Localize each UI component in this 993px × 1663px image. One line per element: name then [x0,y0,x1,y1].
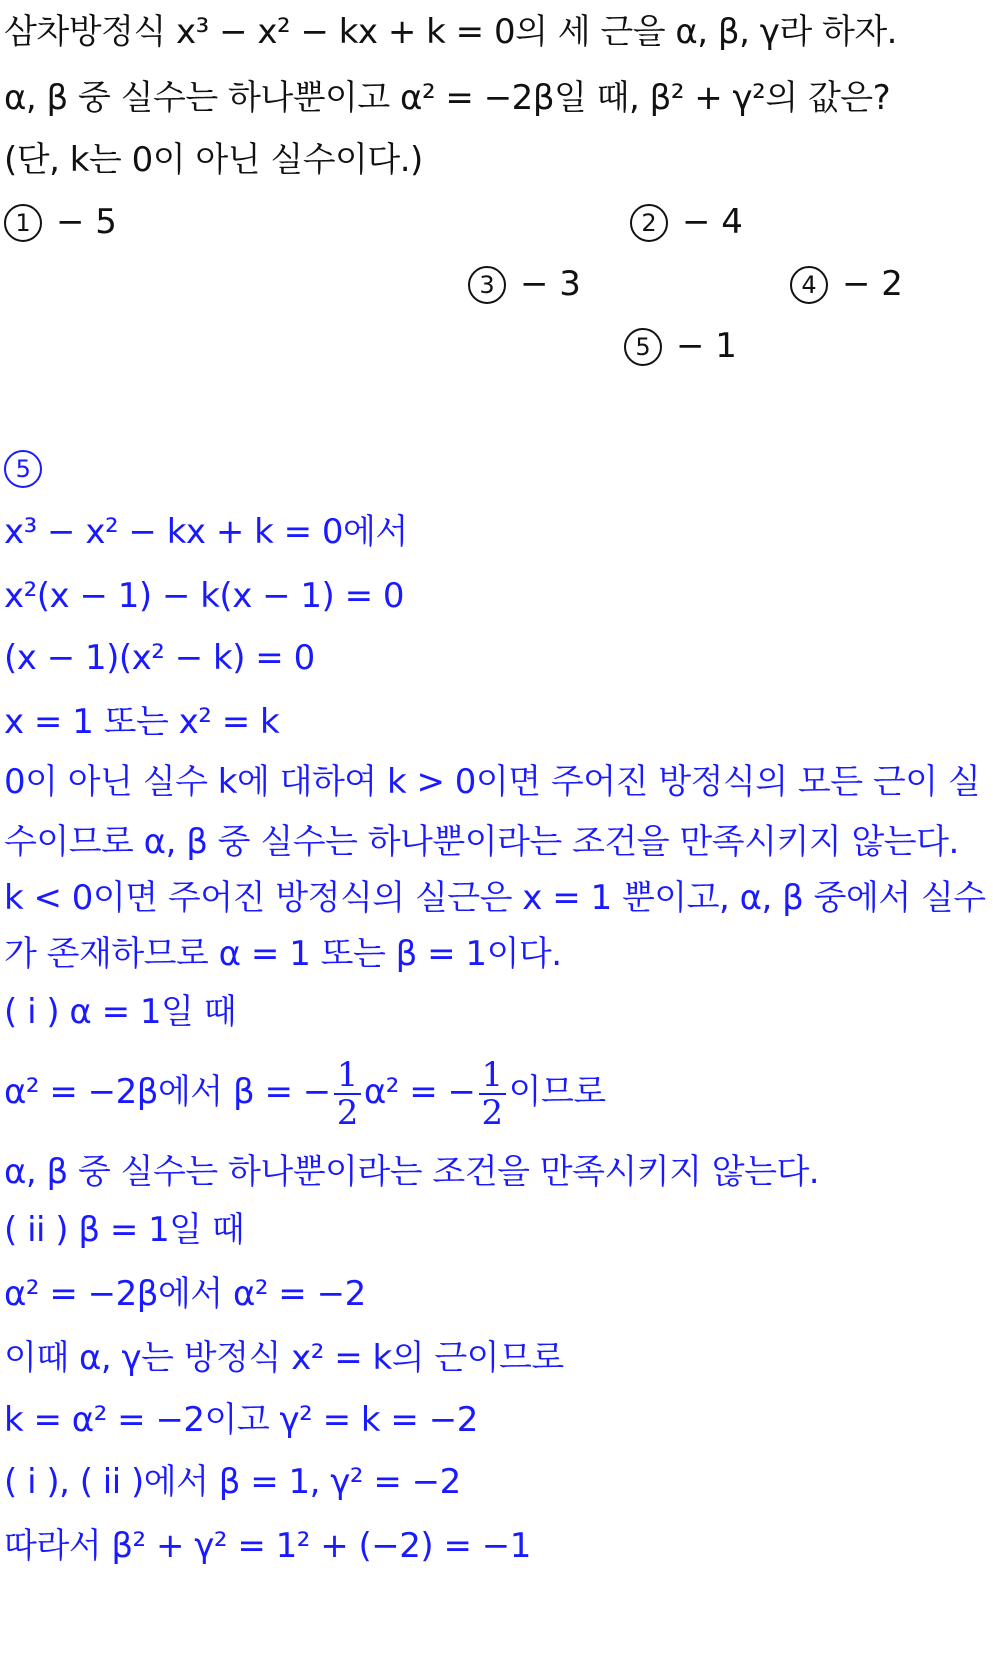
fraction-numerator: 1 [334,1057,361,1095]
choice-2[interactable] [630,200,743,244]
choice-3[interactable] [468,262,581,306]
fraction-one-half [334,1054,361,1133]
solution-line: k < 0이면 주어진 방정식의 실근은 x = 1 뿐이고, α, β 중에서 실수 [4,878,986,918]
solution-line: x²(x − 1) − k(x − 1) = 0 [4,576,405,616]
case-i-heading: ( i ) α = 1일 때 [4,992,237,1032]
answer-number-5-icon: 5 [4,450,42,488]
fraction-equation-mid: α² = − [363,1072,476,1112]
case-ii-heading: ( ii ) β = 1일 때 [4,1210,245,1250]
choice-number-4-icon: 4 [790,266,828,304]
answer-marker [4,446,56,490]
solution-line: 가 존재하므로 α = 1 또는 β = 1이다. [4,934,562,974]
choice-text: − 3 [520,264,581,304]
solution-line: 수이므로 α, β 중 실수는 하나뿐이라는 조건을 만족시키지 않는다. [4,822,959,862]
question-line-3: (단, k는 0이 아닌 실수이다.) [4,140,423,180]
solution-line: ( i ), ( ii )에서 β = 1, γ² = −2 [4,1462,461,1502]
final-answer-line: 따라서 β² + γ² = 1² + (−2) = −1 [4,1526,531,1566]
choice-number-2-icon: 2 [630,204,668,242]
choice-number-3-icon: 3 [468,266,506,304]
fraction-equation-pre: α² = −2β에서 β = − [4,1072,331,1112]
fraction-denominator: 2 [481,1092,503,1133]
solution-line: (x − 1)(x² − k) = 0 [4,638,315,678]
question-line-1: 삼차방정식 x³ − x² − kx + k = 0의 세 근을 α, β, γ라 하자. [4,12,897,52]
solution-line: α, β 중 실수는 하나뿐이라는 조건을 만족시키지 않는다. [4,1152,820,1192]
solution-line: 이때 α, γ는 방정식 x² = k의 근이므로 [4,1338,564,1378]
fraction-one-half [479,1054,506,1133]
solution-line: α² = −2β에서 α² = −2 [4,1274,366,1314]
fraction-denominator: 2 [336,1092,358,1133]
choice-text: − 4 [682,202,743,242]
choice-1[interactable] [4,200,117,244]
solution-line: 0이 아닌 실수 k에 대하여 k > 0이면 주어진 방정식의 모든 근이 실 [4,762,981,802]
choice-5[interactable] [624,324,737,368]
choice-text: − 1 [676,326,737,366]
solution-line: x = 1 또는 x² = k [4,702,280,742]
solution-line: x³ − x² − kx + k = 0에서 [4,512,408,552]
question-line-2: α, β 중 실수는 하나뿐이고 α² = −2β일 때, β² + γ²의 값은? [4,78,891,118]
solution-line: k = α² = −2이고 γ² = k = −2 [4,1400,478,1440]
fraction-equation-post: 이므로 [508,1072,606,1112]
choice-4[interactable] [790,262,903,306]
fraction-numerator: 1 [479,1057,506,1095]
choice-number-1-icon: 1 [4,204,42,242]
choice-number-5-icon: 5 [624,328,662,366]
choice-text: − 2 [842,264,903,304]
choice-text: − 5 [56,202,117,242]
fraction-equation [4,1054,606,1131]
